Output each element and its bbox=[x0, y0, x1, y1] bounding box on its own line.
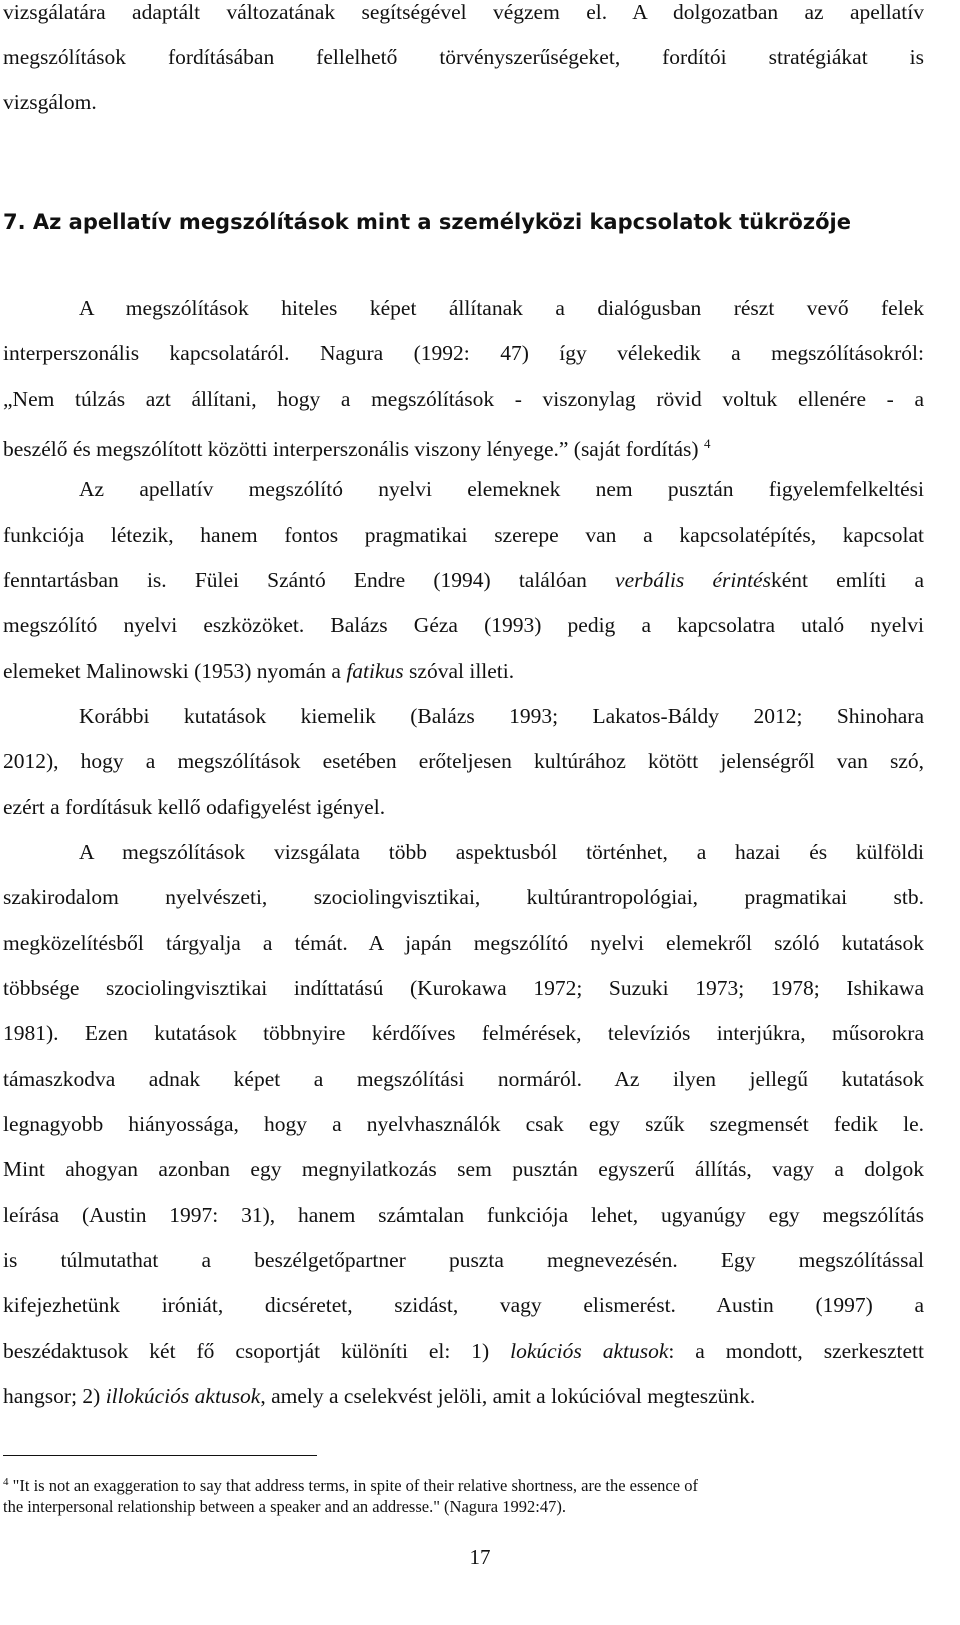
body-line: „Nem túlzás azt állítani, hogy a megszólítások - viszonylag rövid voltuk ellenére - a bbox=[3, 387, 924, 411]
text-run: , amely a cselekvést jelöli, amit a lokúcióval megteszünk. bbox=[260, 1384, 756, 1408]
body-line: is túlmutathat a beszélgetőpartner puszta megnevezésén. Egy megszólítással bbox=[3, 1248, 924, 1272]
body-line: funkciója létezik, hanem fontos pragmatikai szerepe van a kapcsolatépítés, kapcsolat bbox=[3, 523, 924, 547]
body-line: Az apellatív megszólító nyelvi elemeknek nem pusztán figyelemfelkeltési bbox=[79, 477, 924, 501]
body-line: leírása (Austin 1997: 31), hanem számtalan funkciója lehet, ugyanúgy egy megszólítás bbox=[3, 1203, 924, 1227]
italic-term: fatikus bbox=[346, 659, 404, 683]
body-line: Korábbi kutatások kiemelik (Balázs 1993; Lakatos-Báldy 2012; Shinohara bbox=[79, 704, 924, 728]
quote-text: beszélő és megszólított közötti interperszonális viszony lényege.” (saját fordítás) bbox=[3, 437, 699, 461]
body-line bbox=[3, 658, 924, 684]
text-run: : a mondott, szerkesztett bbox=[668, 1339, 925, 1363]
italic-term: verbális érintés bbox=[615, 568, 771, 592]
body-line: többsége szociolingvisztikai indíttatású (Kurokawa 1972; Suzuki 1973; 1978; Ishikawa bbox=[3, 976, 924, 1000]
body-line: támaszkodva adnak képet a megszólítási normáról. Az ilyen jellegű kutatások bbox=[3, 1067, 924, 1091]
text-run: hangsor; 2) bbox=[3, 1384, 106, 1408]
body-line: A megszólítások hiteles képet állítanak a dialógusban részt vevő felek bbox=[79, 296, 924, 320]
text-run: beszédaktusok két fő csoportját különíti el: 1) bbox=[3, 1339, 511, 1363]
footnote-line: the interpersonal relationship between a speaker and an addresse." (Nagura 1992:47). bbox=[3, 1497, 566, 1516]
body-line: vizsgálatára adaptált változatának segítségével végzem el. A dolgozatban az apellatív bbox=[3, 0, 924, 24]
body-line: A megszólítások vizsgálata több aspektusból történhet, a hazai és külföldi bbox=[79, 840, 924, 864]
page-number: 17 bbox=[469, 1545, 491, 1569]
body-line: 1981). Ezen kutatások többnyire kérdőíves felmérések, televíziós interjúkra, műsorokra bbox=[3, 1021, 924, 1045]
body-line: legnagyobb hiányossága, hogy a nyelvhasználók csak egy szűk szegmensét fedik le. bbox=[3, 1112, 924, 1136]
footnote-mark: 4 bbox=[3, 1476, 9, 1488]
text-run: szóval illeti. bbox=[403, 659, 515, 683]
body-line: szakirodalom nyelvészeti, szociolingvisztikai, kultúrantropológiai, pragmatikai stb. bbox=[3, 885, 924, 909]
body-line: vizsgálom. bbox=[3, 90, 97, 114]
body-line: megközelítésből tárgyalja a témát. A japán megszólító nyelvi elemekről szóló kutatások bbox=[3, 931, 924, 955]
footnote-reference: 4 bbox=[703, 436, 711, 451]
body-line bbox=[3, 1383, 924, 1409]
body-line bbox=[3, 431, 924, 462]
footnote-separator bbox=[3, 1455, 317, 1456]
text-run: ként említi a bbox=[770, 568, 924, 592]
body-line: kifejezhetünk iróniát, dicséretet, szidást, vagy elismerést. Austin (1997) a bbox=[3, 1293, 924, 1317]
text-run: fenntartásban is. Fülei Szántó Endre (1994) találóan bbox=[3, 568, 616, 592]
body-line bbox=[3, 1338, 924, 1364]
body-line: 2012), hogy a megszólítások esetében erőteljesen kultúrához kötött jelenségről van szó, bbox=[3, 749, 924, 773]
text-run: elemeket Malinowski (1953) nyomán a bbox=[3, 659, 347, 683]
body-line: megszólító nyelvi eszközöket. Balázs Géza (1993) pedig a kapcsolatra utaló nyelvi bbox=[3, 613, 924, 637]
body-line bbox=[3, 567, 924, 593]
body-line: megszólítások fordításában fellelhető törvényszerűségeket, fordítói stratégiákat is bbox=[3, 45, 924, 69]
footnote-text: "It is not an exaggeration to say that address terms, in spite of their relative shortness, are the essence of bbox=[8, 1476, 698, 1495]
body-line: Mint ahogyan azonban egy megnyilatkozás sem pusztán egyszerű állítás, vagy a dolgok bbox=[3, 1157, 924, 1181]
section-heading: 7. Az apellatív megszólítások mint a személyközi kapcsolatok tükrözője bbox=[3, 210, 851, 234]
italic-term: illokúciós aktusok bbox=[105, 1384, 261, 1408]
body-line: ezért a fordításuk kellő odafigyelést igényel. bbox=[3, 795, 386, 819]
body-line: interperszonális kapcsolatáról. Nagura (1992: 47) így vélekedik a megszólításokról: bbox=[3, 341, 924, 365]
footnote-line bbox=[3, 1472, 924, 1496]
italic-term: lokúciós aktusok bbox=[510, 1339, 669, 1363]
